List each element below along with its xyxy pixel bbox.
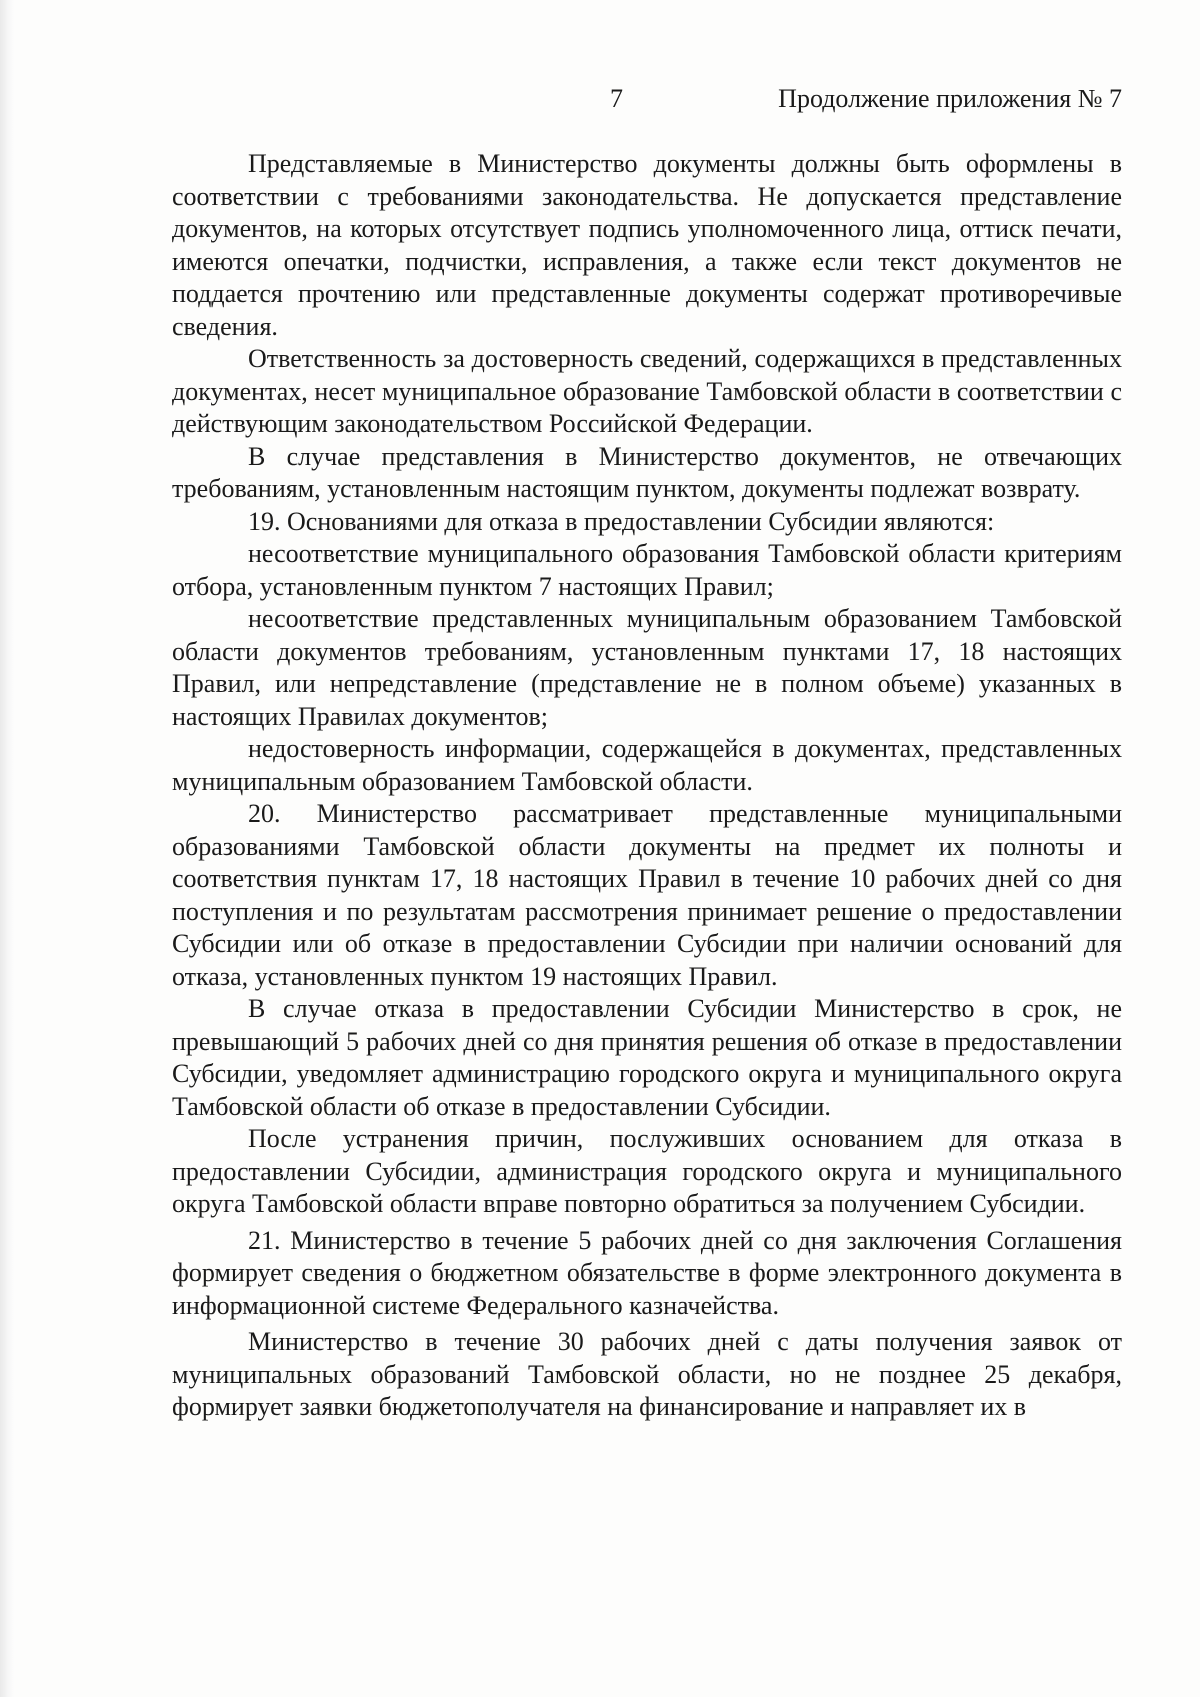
scan-edge-shadow bbox=[0, 0, 14, 1697]
paragraph-refusal-reason-3: недостоверность информации, содержащейся в документах, представленных муниципальным образованием Тамбовской области. bbox=[172, 734, 1122, 796]
page-header bbox=[172, 84, 1122, 124]
paragraph-clause-19: 19. Основаниями для отказа в предоставлении Субсидии являются: bbox=[248, 506, 995, 536]
paragraph-refusal-reason-1: несоответствие муниципального образования Тамбовской области критериям отбора, установленным пунктом 7 настоящих Правил; bbox=[172, 539, 1122, 601]
paragraph-documents-requirements: Представляемые в Министерство документы должны быть оформлены в соответствии с требованиями законодательства. Не допускается представление документов, на которых отсутствует подпись уполномоченного лица, оттиск печати, имеются опечатки, подчистки, исправления, а также если текст документов не поддается прочтению или представленные документы содержат противоречивые сведения. bbox=[172, 149, 1122, 341]
paragraph-financing-requests: Министерство в течение 30 рабочих дней с даты получения заявок от муниципальных образований Тамбовской области, но не позднее 25 декабря, формирует заявки бюджетополучателя на финансирование и направляет их в bbox=[172, 1327, 1122, 1421]
paragraph-return-of-documents: В случае представления в Министерство документов, не отвечающих требованиям, установленным настоящим пунктом, документы подлежат возврату. bbox=[172, 441, 1122, 503]
document-body bbox=[172, 148, 1122, 1424]
paragraph-refusal-reason-2: несоответствие представленных муниципальным образованием Тамбовской области документов требованиям, установленным пунктами 17, 18 настоящих Правил, или непредставление (представление не в полном объеме) указанных в настоящих Правилах документов; bbox=[172, 604, 1122, 731]
page-number: 7 bbox=[610, 84, 623, 113]
paragraph-repeat-application: После устранения причин, послуживших основанием для отказа в предоставлении Субсидии, администрация городского округа и муниципального округа Тамбовской области вправе повторно обратиться за получением Субсидии. bbox=[172, 1124, 1122, 1218]
paragraph-clause-20: 20. Министерство рассматривает представленные муниципальными образованиями Тамбовской области документы на предмет их полноты и соответствия пунктам 17, 18 настоящих Правил в течение 10 рабочих дней со дня поступления и по результатам рассмотрения принимает решение о предоставлении Субсидии или об отказе в предоставлении Субсидии при наличии оснований для отказа, установленных пунктом 19 настоящих Правил. bbox=[172, 799, 1122, 991]
paragraph-refusal-notification: В случае отказа в предоставлении Субсидии Министерство в срок, не превышающий 5 рабочих дней со дня принятия решения об отказе в предоставлении Субсидии, уведомляет администрацию городского округа и муниципального округа Тамбовской области об отказе в предоставлении Субсидии. bbox=[172, 994, 1122, 1121]
paragraph-responsibility: Ответственность за достоверность сведений, содержащихся в представленных документах, несет муниципальное образование Тамбовской области в соответствии с действующим законодательством Российской Федерации. bbox=[172, 344, 1122, 438]
appendix-continuation-label: Продолжение приложения № 7 bbox=[778, 84, 1122, 113]
paragraph-clause-21: 21. Министерство в течение 5 рабочих дней со дня заключения Соглашения формирует сведения о бюджетном обязательстве в форме электронного документа в информационной системе Федерального казначейства. bbox=[172, 1225, 1122, 1320]
